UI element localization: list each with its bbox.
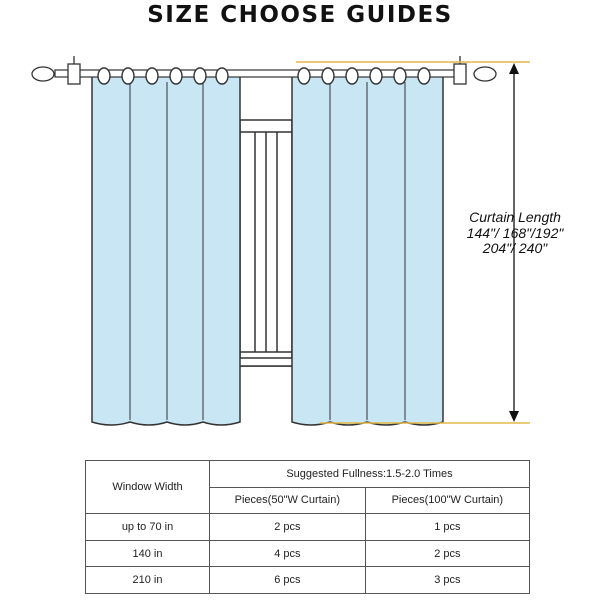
window-width-cell: 140 in (86, 540, 210, 567)
fullness-header: Suggested Fullness:1.5-2.0 Times (210, 461, 530, 488)
window-frame (236, 120, 296, 366)
curtain-length-sizes-1: 144"/ 168"/192" (466, 224, 564, 241)
table-row (86, 567, 530, 594)
pieces-50-cell: 2 pcs (210, 514, 366, 541)
pieces-50-cell: 4 pcs (210, 540, 366, 567)
table-row (86, 514, 530, 541)
rod-finial-left (32, 67, 54, 81)
page-title: SIZE CHOOSE GUIDES (147, 2, 453, 28)
curtain-length-sizes-2: 204"/ 240" (482, 240, 548, 256)
curtain-length-label (450, 210, 580, 257)
rod-bracket-right (454, 64, 466, 84)
window-width-header: Window Width (86, 461, 210, 514)
table-row (86, 540, 530, 567)
rod-bracket-left (68, 64, 80, 84)
window-width-cell: 210 in (86, 567, 210, 594)
window-width-cell: up to 70 in (86, 514, 210, 541)
arrow-down-icon (509, 411, 519, 422)
size-guide-table (85, 460, 530, 594)
left-curtain (92, 76, 240, 425)
pieces-100-cell: 2 pcs (365, 540, 529, 567)
pieces-100-cell: 3 pcs (365, 567, 529, 594)
pieces-50-cell: 6 pcs (210, 567, 366, 594)
left-curtain-panel (92, 76, 240, 425)
pieces-100-header: Pieces(100"W Curtain) (365, 487, 529, 514)
pieces-100-cell: 1 pcs (365, 514, 529, 541)
table-header-row (86, 461, 530, 488)
right-curtain (292, 76, 443, 425)
rod-finial-right (474, 67, 496, 81)
arrow-up-icon (509, 63, 519, 74)
curtain-length-title: Curtain Length (469, 209, 561, 225)
pieces-50-header: Pieces(50"W Curtain) (210, 487, 366, 514)
